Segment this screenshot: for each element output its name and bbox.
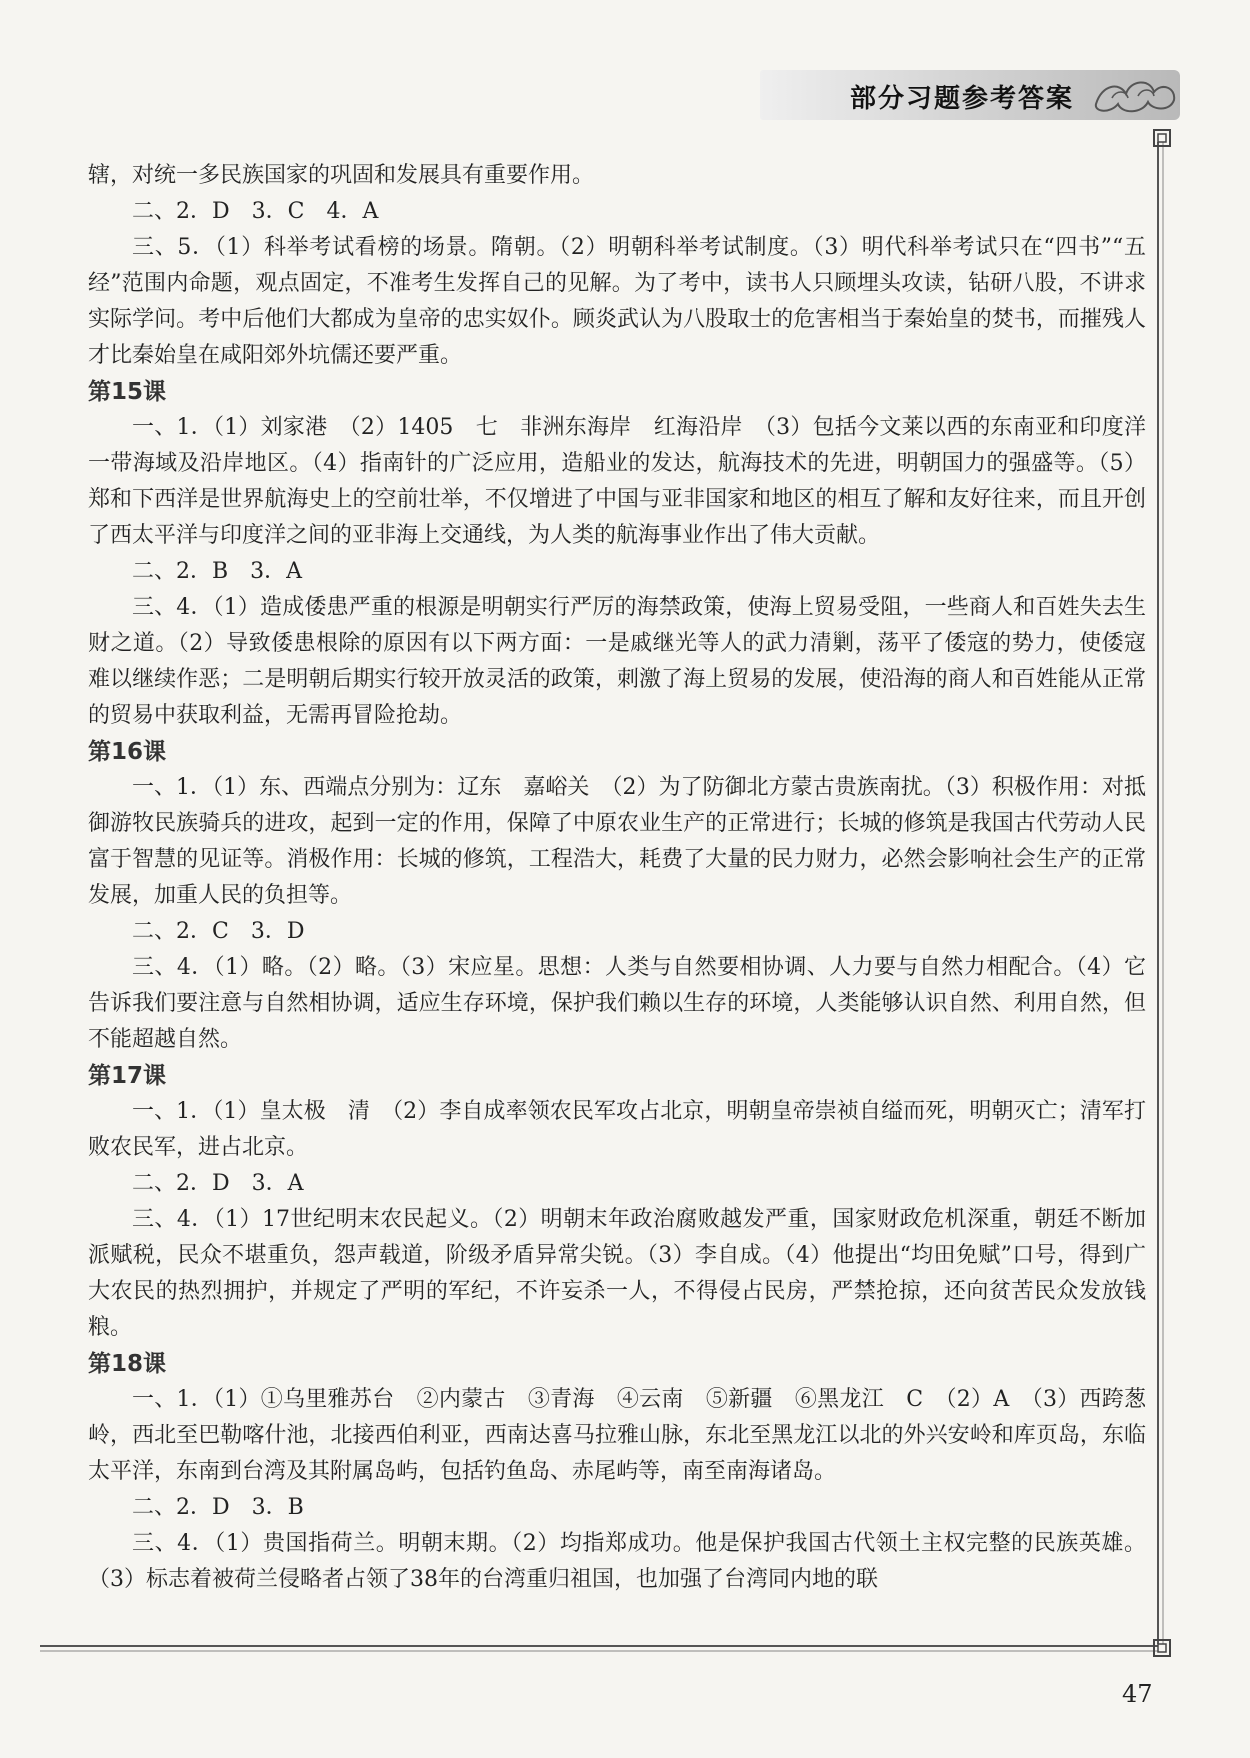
page-header-title: 部分习题参考答案 bbox=[850, 84, 1075, 114]
answer-paragraph: 二、2．C 3．D bbox=[132, 919, 305, 944]
page-frame-bottom bbox=[40, 1638, 1174, 1660]
answer-paragraph: 辖，对统一多民族国家的巩固和发展具有重要作用。 bbox=[88, 163, 595, 188]
answer-paragraph: 三、4．（1）17世纪明末农民起义。（2）明朝末年政治腐败越发严重，国家财政危机深重，朝廷不断加派赋税，民众不堪重负，怨声载道，阶级矛盾异常尖锐。（3）李自成。（4）他提出“均田免赋”口号，得到广大农民的热烈拥护，并规定了严明的军纪，不许妄杀一人，不得侵占民房，严禁抢掠，还向贫苦民众发放钱粮。 bbox=[88, 1207, 1146, 1340]
answer-text-body bbox=[88, 158, 1146, 1598]
answer-paragraph: 三、4．（1）造成倭患严重的根源是明朝实行严厉的海禁政策，使海上贸易受阻，一些商人和百姓失去生财之道。（2）导致倭患根除的原因有以下两方面：一是戚继光等人的武力清剿，荡平了倭寇的势力，使倭寇难以继续作恶；二是明朝后期实行较开放灵活的政策，刺激了海上贸易的发展，使沿海的商人和百姓能从正常的贸易中获取利益，无需再冒险抢劫。 bbox=[88, 595, 1146, 728]
answer-paragraph: 三、5．（1）科举考试看榜的场景。隋朝。（2）明朝科举考试制度。（3）明代科举考试只在“四书”“五经”范围内命题，观点固定，不准考生发挥自己的见解。为了考中，读书人只顾埋头攻读，钻研八股，不讲求实际学问。考中后他们大都成为皇帝的忠实奴仆。顾炎武认为八股取士的危害相当于秦始皇的焚书，而摧残人才比秦始皇在咸阳郊外坑儒还要严重。 bbox=[88, 235, 1146, 368]
answer-paragraph: 一、1．（1）刘家港 （2）1405 七 非洲东海岸 红海沿岸 （3）包括今文莱以西的东南亚和印度洋一带海域及沿岸地区。（4）指南针的广泛应用，造船业的发达，航海技术的先进，明朝国力的强盛等。（5）郑和下西洋是世界航海史上的空前壮举，不仅增进了中国与亚非国家和地区的相互了解和友好往来，而且开创了西太平洋与印度洋之间的亚非海上交通线，为人类的航海事业作出了伟大贡献。 bbox=[88, 415, 1146, 548]
answer-paragraph: 三、4．（1）略。（2）略。（3）宋应星。思想：人类与自然要相协调、人力要与自然力相配合。（4）它告诉我们要注意与自然相协调，适应生存环境，保护我们赖以生存的环境，人类能够认识自然、利用自然，但不能超越自然。 bbox=[88, 955, 1146, 1052]
answer-paragraph: 二、2．D 3．A bbox=[132, 1171, 304, 1196]
cloud-ornament-icon bbox=[1092, 74, 1178, 116]
answer-paragraph: 一、1．（1）皇太极 清 （2）李自成率领农民军攻占北京，明朝皇帝崇祯自缢而死，明朝灭亡；清军打败农民军，进占北京。 bbox=[88, 1099, 1146, 1160]
answer-paragraph: 二、2．D 3．B bbox=[132, 1495, 304, 1520]
lesson-heading: 第17课 bbox=[88, 1063, 167, 1089]
answer-paragraph: 一、1．（1）东、西端点分别为：辽东 嘉峪关 （2）为了防御北方蒙古贵族南扰。（3）积极作用：对抵御游牧民族骑兵的进攻，起到一定的作用，保障了中原农业生产的正常进行；长城的修筑是我国古代劳动人民富于智慧的见证等。消极作用：长城的修筑，工程浩大，耗费了大量的民力财力，必然会影响社会生产的正常发展，加重人民的负担等。 bbox=[88, 775, 1146, 908]
lesson-heading: 第18课 bbox=[88, 1351, 167, 1377]
page-frame-right bbox=[1152, 128, 1174, 1658]
answer-paragraph: 二、2．D 3．C 4．A bbox=[132, 199, 379, 224]
lesson-heading: 第16课 bbox=[88, 739, 167, 765]
lesson-heading: 第15课 bbox=[88, 379, 167, 405]
answer-paragraph: 三、4．（1）贵国指荷兰。明朝末期。（2）均指郑成功。他是保护我国古代领土主权完整的民族英雄。（3）标志着被荷兰侵略者占领了38年的台湾重归祖国，也加强了台湾同内地的联 bbox=[88, 1531, 1146, 1592]
answer-paragraph: 二、2．B 3．A bbox=[132, 559, 303, 584]
answer-paragraph: 一、1．（1）①乌里雅苏台 ②内蒙古 ③青海 ④云南 ⑤新疆 ⑥黑龙江 C （2）A （3）西跨葱岭，西北至巴勒喀什池，北接西伯利亚，西南达喜马拉雅山脉，东北至黑龙江以北的外兴安岭和库页岛，东临太平洋，东南到台湾及其附属岛屿，包括钓鱼岛、赤尾屿等，南至南海诸岛。 bbox=[88, 1387, 1146, 1484]
page-number: 47 bbox=[1122, 1680, 1153, 1708]
